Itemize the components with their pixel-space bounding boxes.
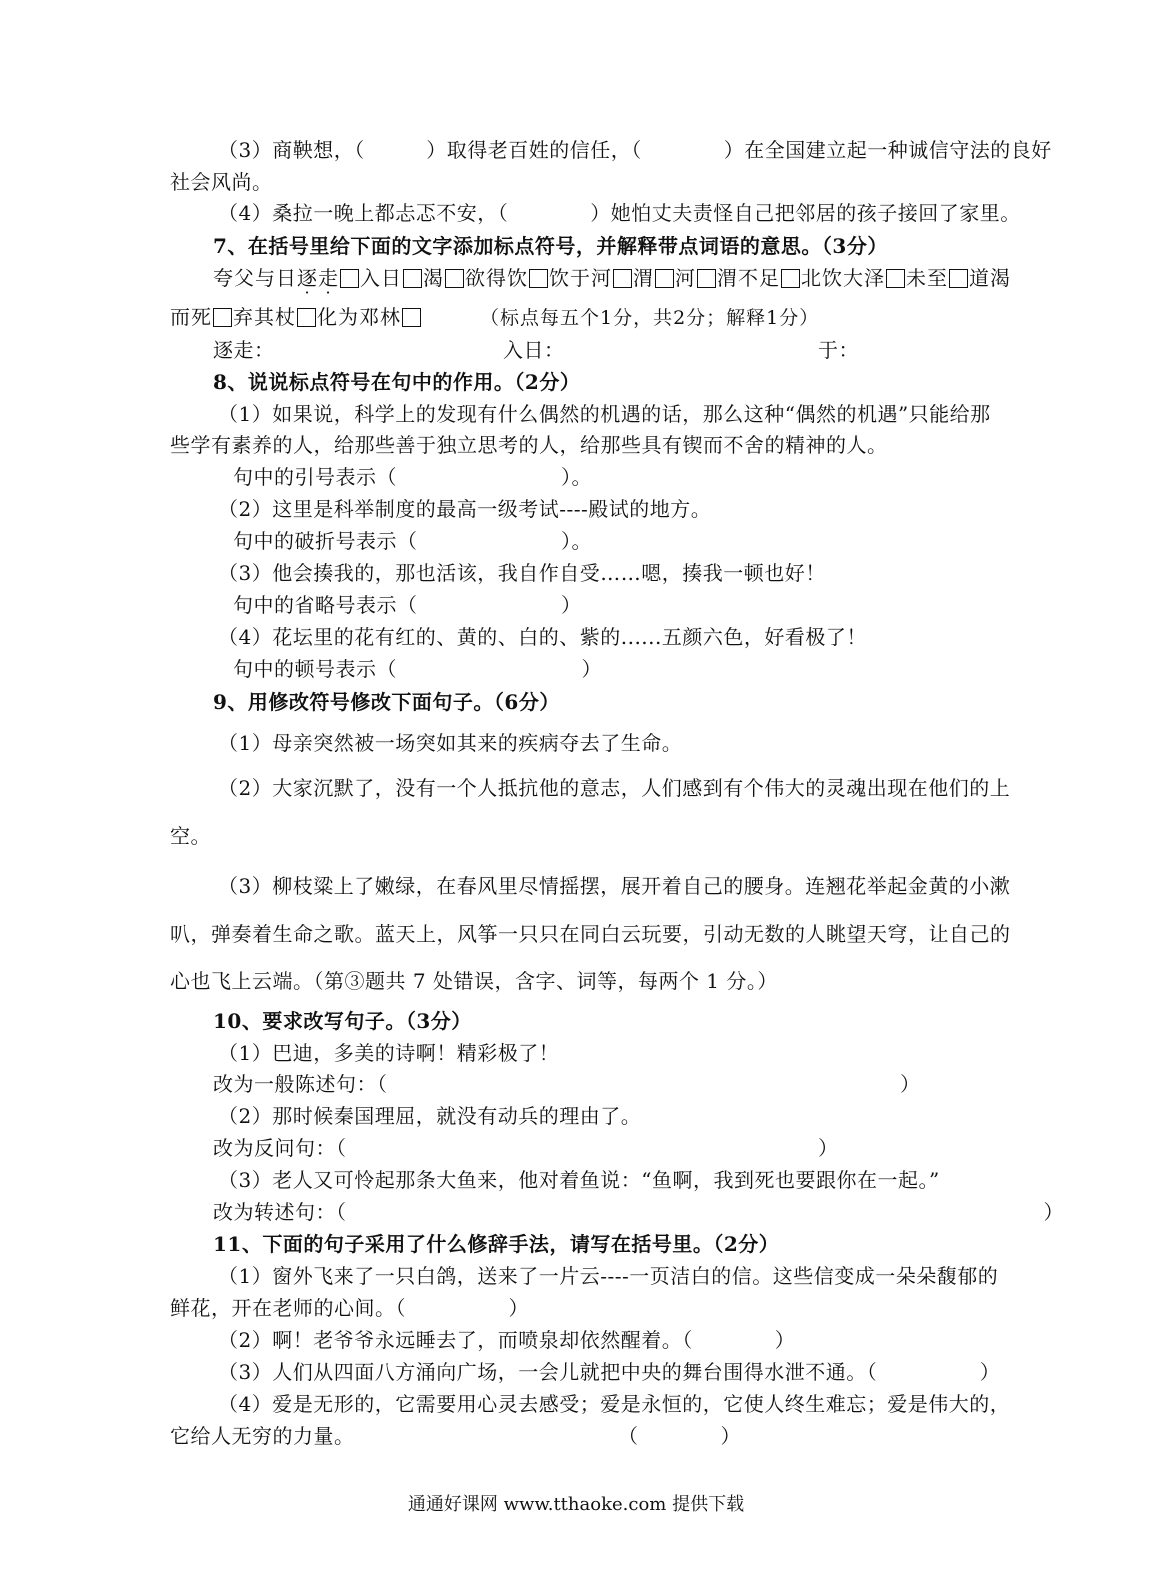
q7-scoring-note: （标点每五个1分，共2分；解释1分） bbox=[480, 307, 820, 329]
punct-box[interactable] bbox=[445, 269, 464, 288]
q11-sentence1a: （1）窗外飞来了一只白鸽，送来了一片云----一页洁白的信。这些信变成一朵朵馥郁的 bbox=[218, 1264, 999, 1288]
q11-answer4: （ ） bbox=[618, 1424, 741, 1448]
q8-sentence1a: （1）如果说，科学上的发现有什么偶然的机遇的话，那么这种“偶然的机遇”只能给那 bbox=[218, 402, 991, 426]
q11-sentence3: （3）人们从四面八方涌向广场，一会儿就把中央的舞台围得水泄不通。（ ） bbox=[218, 1360, 1001, 1384]
punct-box[interactable] bbox=[613, 269, 632, 288]
punct-box[interactable] bbox=[213, 308, 232, 327]
q9-sentence3b: 叭，弹奏着生命之歌。蓝天上，风筝一只只在同白云玩要，引动无数的人眺望天穹，让自己的 bbox=[170, 922, 1011, 946]
punct-box[interactable] bbox=[297, 308, 316, 327]
q7-answer-zhuzou: 逐走： bbox=[213, 338, 275, 362]
q7-answer-riri: 入日： bbox=[503, 338, 565, 362]
q8-answer3: 句中的省略号表示（ ） bbox=[233, 593, 582, 617]
q11-title: 11、下面的句子采用了什么修辞手法，请写在括号里。（2分） bbox=[213, 1232, 780, 1256]
q10-sentence1: （1）巴迪，多美的诗啊！精彩极了！ bbox=[218, 1041, 560, 1065]
q8-sentence4: （4）花坛里的花有红的、黄的、白的、紫的......五颜六色，好看极了！ bbox=[218, 625, 867, 649]
q8-answer2: 句中的破折号表示（ ）。 bbox=[233, 529, 592, 553]
q10-sentence2: （2）那时候秦国理屈，就没有动兵的理由了。 bbox=[218, 1104, 642, 1128]
q10-answer1: 改为一般陈述句：（ ） bbox=[213, 1072, 921, 1096]
q6-line3b: 社会风尚。 bbox=[170, 170, 273, 194]
punct-box[interactable] bbox=[697, 269, 716, 288]
punct-box[interactable] bbox=[886, 269, 905, 288]
q10-answer3: 改为转述句：（ ） bbox=[213, 1200, 1064, 1224]
q7-dotted-zhu: 逐 bbox=[297, 266, 318, 290]
q11-sentence2: （2）啊！老爷爷永远睡去了，而喷泉却依然醒着。（ ） bbox=[218, 1328, 796, 1352]
q8-answer4: 句中的顿号表示（ ） bbox=[233, 657, 602, 681]
punct-box[interactable] bbox=[340, 269, 359, 288]
page-footer: 通通好课网 www.tthaoke.com 提供下载 bbox=[407, 1494, 745, 1515]
q11-sentence4a: （4）爱是无形的，它需要用心灵去感受；爱是永恒的，它使人终生难忘；爱是伟大的， bbox=[218, 1392, 1011, 1416]
q9-title: 9、用修改符号修改下面句子。（6分） bbox=[213, 690, 560, 714]
q8-title: 8、说说标点符号在句中的作用。（2分） bbox=[213, 370, 581, 394]
punct-box[interactable] bbox=[402, 308, 421, 327]
punct-box[interactable] bbox=[655, 269, 674, 288]
q6-line4: （4）桑拉一晚上都忐忑不安，（ ）她怕丈夫责怪自己把邻居的孩子接回了家里。 bbox=[218, 201, 1021, 225]
q7-passage-line2: 而死 弃其杖 化为邓林 （标点每五个1分，共2分；解释1分） bbox=[170, 305, 820, 329]
q7-dotted-zou: 走 bbox=[318, 266, 339, 290]
q11-sentence4b: 它给人无穷的力量。 bbox=[170, 1424, 355, 1448]
q9-sentence1: （1）母亲突然被一场突如其来的疾病夺去了生命。 bbox=[218, 731, 683, 755]
q8-sentence1b: 些学有素养的人，给那些善于独立思考的人，给那些具有锲而不舍的精神的人。 bbox=[170, 433, 888, 457]
q8-sentence3: （3）他会揍我的，那也活该，我自作自受……嗯，揍我一顿也好！ bbox=[218, 561, 826, 585]
q9-sentence3a: （3）柳枝粱上了嫩绿，在春风里尽情摇摆，展开着自己的腰身。连翘花举起金黄的小漱 bbox=[218, 874, 1011, 898]
q9-sentence2b: 空。 bbox=[170, 824, 211, 848]
q6-line3a: （3）商鞅想，（ ）取得老百姓的信任，（ ）在全国建立起一种诚信守法的良好 bbox=[218, 138, 1052, 162]
q10-answer2: 改为反问句：（ ） bbox=[213, 1136, 839, 1160]
q8-answer1: 句中的引号表示（ ）。 bbox=[233, 465, 592, 489]
q11-sentence1b: 鲜花，开在老师的心间。（ ） bbox=[170, 1296, 529, 1320]
punct-box[interactable] bbox=[781, 269, 800, 288]
q10-sentence3: （3）老人又可怜起那条大鱼来，他对着鱼说：“鱼啊，我到死也要跟你在一起。” bbox=[218, 1168, 940, 1192]
q9-sentence3c: 心也飞上云端。（第③题共 7 处错误，含字、词等，每两个 1 分。） bbox=[170, 969, 778, 993]
q9-sentence2a: （2）大家沉默了，没有一个人抵抗他的意志，人们感到有个伟大的灵魂出现在他们的上 bbox=[218, 776, 1011, 800]
q8-sentence2: （2）这里是科举制度的最高一级考试----殿试的地方。 bbox=[218, 497, 712, 521]
punct-box[interactable] bbox=[529, 269, 548, 288]
q7-passage-line1: 夸父与日逐走 入日 渴 欲得饮 饮于河 渭 河 渭不足 北饮大泽 未至 道渴 bbox=[213, 266, 1011, 290]
punct-box[interactable] bbox=[949, 269, 968, 288]
q7-answer-yu: 于： bbox=[818, 338, 859, 362]
q10-title: 10、要求改写句子。（3分） bbox=[213, 1009, 472, 1033]
punct-box[interactable] bbox=[403, 269, 422, 288]
q7-title: 7、在括号里给下面的文字添加标点符号，并解释带点词语的意思。（3分） bbox=[213, 234, 888, 258]
